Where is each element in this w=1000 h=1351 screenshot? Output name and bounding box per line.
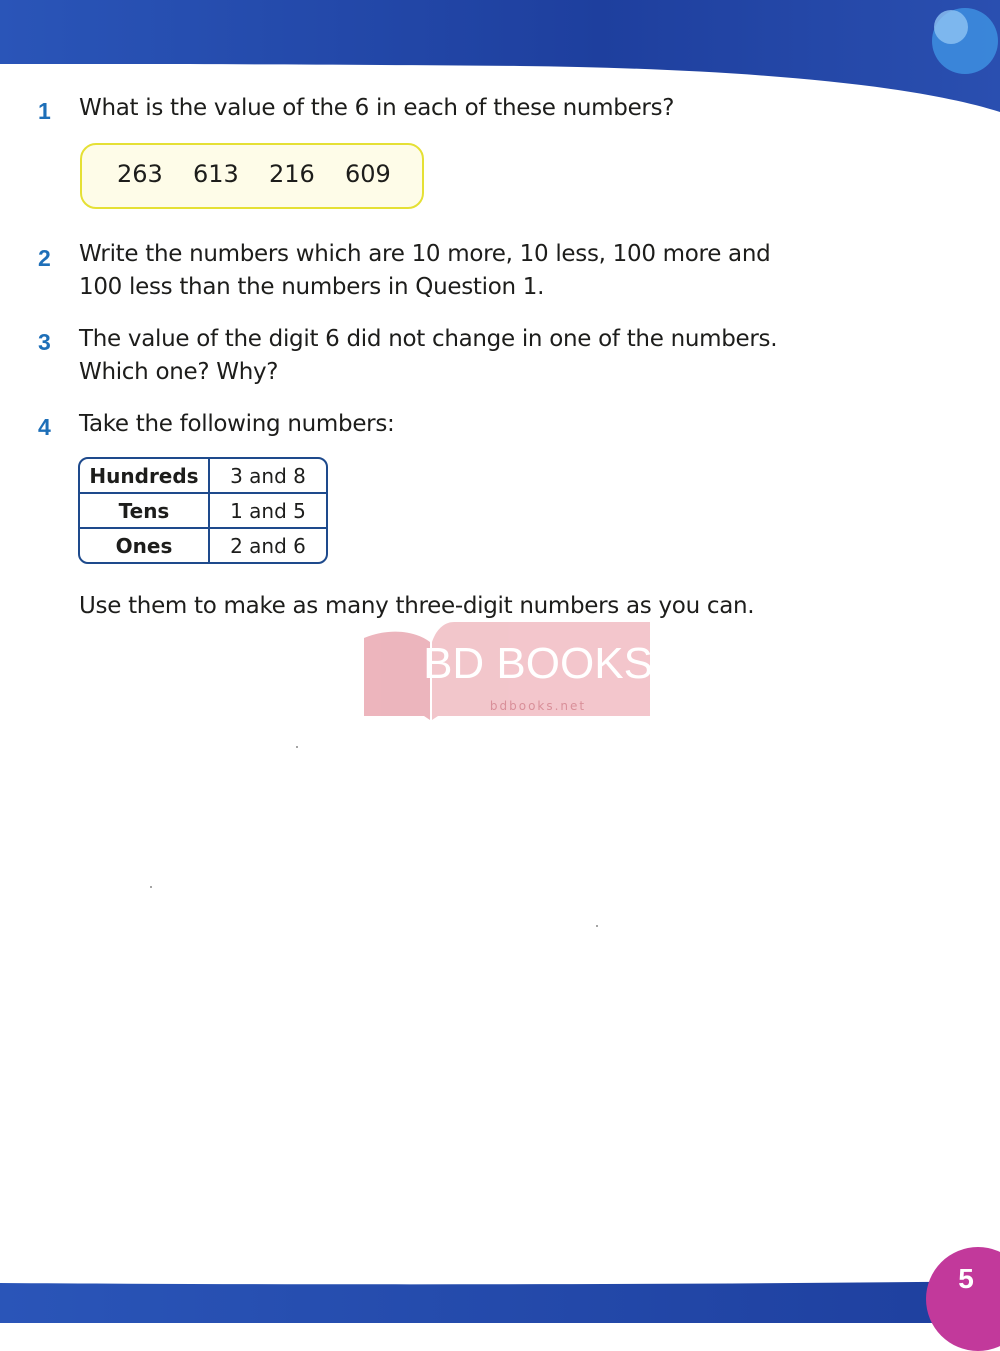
number-item-4: 609 (345, 160, 391, 188)
place-value-table (78, 457, 328, 564)
watermark-logo (358, 618, 654, 722)
row-value-tens: 1 and 5 (210, 492, 326, 527)
question-3-line-1: The value of the digit 6 did not change in one of the numbers. (79, 326, 778, 352)
table-row (80, 527, 326, 562)
question-number-2: 2 (38, 245, 51, 271)
instruction-text: Use them to make as many three-digit numbers as you can. (79, 593, 755, 619)
watermark-brand: BD BOOKS (423, 639, 653, 688)
row-label-ones: Ones (80, 527, 210, 562)
table-row (80, 459, 326, 492)
speckle-dot (296, 746, 298, 748)
row-label-tens: Tens (80, 492, 210, 527)
question-2-line-1: Write the numbers which are 10 more, 10 less, 100 more and (79, 241, 771, 267)
row-value-hundreds: 3 and 8 (230, 463, 306, 488)
question-number-3: 3 (38, 329, 51, 355)
number-item-1: 263 (117, 160, 163, 188)
row-value-ones: 2 and 6 (210, 527, 326, 562)
question-4-text: Take the following numbers: (79, 411, 395, 437)
number-item-2: 613 (193, 160, 239, 188)
question-1-text: What is the value of the 6 in each of these numbers? (79, 95, 675, 121)
question-number-4: 4 (38, 414, 51, 440)
table-row (80, 492, 326, 527)
watermark-site: bdbooks.net (489, 699, 587, 713)
footer-band (0, 1263, 1000, 1323)
row-label-hundreds: Hundreds (80, 459, 210, 492)
speckle-dot (150, 886, 152, 888)
speckle-dot (596, 925, 598, 927)
number-item-3: 216 (269, 160, 315, 188)
question-2-line-2: 100 less than the numbers in Question 1. (79, 274, 545, 300)
page-number: 5 (958, 1263, 974, 1294)
question-number-1: 1 (38, 98, 51, 124)
header-bubble-small (934, 10, 968, 44)
question-3-line-2: Which one? Why? (79, 359, 279, 385)
